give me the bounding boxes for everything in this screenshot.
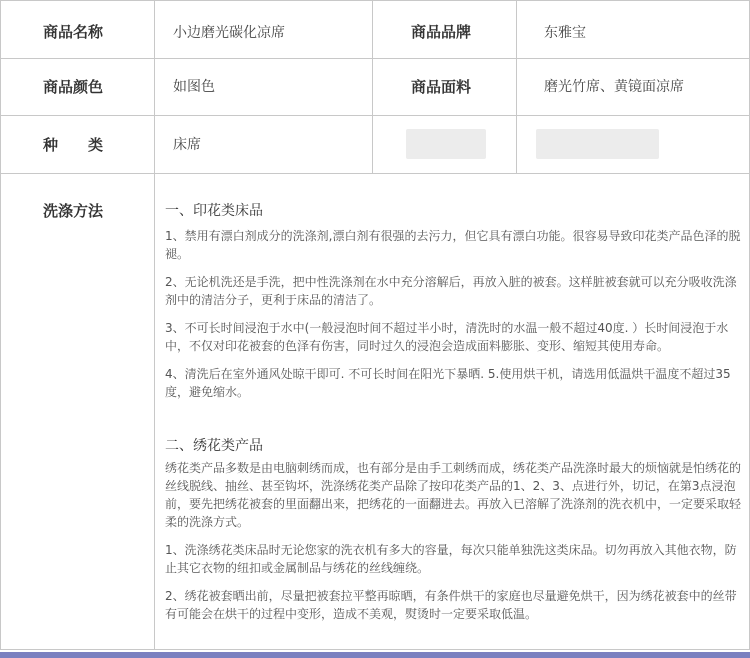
bottom-accent-bar [0, 652, 750, 658]
blurred-label [406, 129, 486, 159]
paragraph: 4、清洗后在室外通风处晾干即可. 不可长时间在阳光下暴晒. 5.使用烘干机，请选用低温烘干温度不超过35度，避免缩水。 [165, 367, 731, 399]
row-divider [1, 58, 749, 59]
row-divider [1, 115, 749, 116]
product-color-value: 如图色 [173, 79, 215, 95]
product-name-value: 小边磨光碳化凉席 [173, 25, 285, 41]
product-type-label: 种 类 [43, 136, 104, 154]
paragraph: 绣花类产品多数是由电脑刺绣而成，也有部分是由手工刺绣而成，绣花类产品洗涤时最大的烦恼就是怕绣花的丝线脱线、抽丝、甚至钩坏，洗涤绣花类产品除了按印花类产品的1、2、3、点进行外，切记，在第3点浸泡前，要先把绣花被套的里面翻出来，把绣花的一面翻进去。再放入已溶解了洗涤剂的洗衣机中，一定要采取轻柔的洗涤方式。 [165, 461, 742, 529]
column-divider [154, 1, 155, 649]
product-color-label: 商品颜色 [43, 78, 104, 96]
blurred-value [536, 129, 659, 159]
washing-content [165, 200, 743, 623]
product-brand-value: 东雅宝 [544, 25, 586, 41]
paragraph: 2、绣花被套晒出前，尽量把被套拉平整再晾晒，有条件烘干的家庭也尽量避免烘干，因为绣花被套中的丝带有可能会在烘干的过程中变形，造成不美观，熨烫时一定要采取低温。 [165, 589, 737, 621]
row-divider [1, 173, 749, 174]
product-name-label: 商品名称 [43, 23, 104, 41]
column-divider [372, 1, 373, 173]
section-title-printed: 一、印花类床品 [165, 203, 263, 219]
paragraph: 1、禁用有漂白剂成分的洗涤剂,漂白剂有很强的去污力，但它具有漂白功能。很容易导致印花类产品色泽的脱褪。 [165, 229, 741, 261]
paragraph: 2、无论机洗还是手洗，把中性洗涤剂在水中充分溶解后，再放入脏的被套。这样脏被套就可以充分吸收洗涤剂中的清洁分子，更利于床品的清洁了。 [165, 275, 737, 307]
paragraph: 1、洗涤绣花类床品时无论您家的洗衣机有多大的容量，每次只能单独洗这类床品。切勿再放入其他衣物，防止其它衣物的纽扣或金属制品与绣花的丝线缠绕。 [165, 543, 737, 575]
paragraph: 3、不可长时间浸泡于水中(一般浸泡时间不超过半小时，清洗时的水温一般不超过40度. ）长时间浸泡于水中，不仅对印花被套的色泽有伤害，同时过久的浸泡会造成面料膨胀、变形、缩短其使用寿命。 [165, 321, 729, 353]
section-title-embroidered: 二、绣花类产品 [165, 438, 263, 454]
product-brand-label: 商品品牌 [411, 23, 472, 41]
product-type-value: 床席 [173, 137, 201, 153]
column-divider [516, 1, 517, 173]
washing-method-label: 洗涤方法 [43, 202, 104, 220]
product-fabric-value: 磨光竹席、黄镜面凉席 [544, 79, 684, 95]
product-fabric-label: 商品面料 [411, 78, 472, 96]
